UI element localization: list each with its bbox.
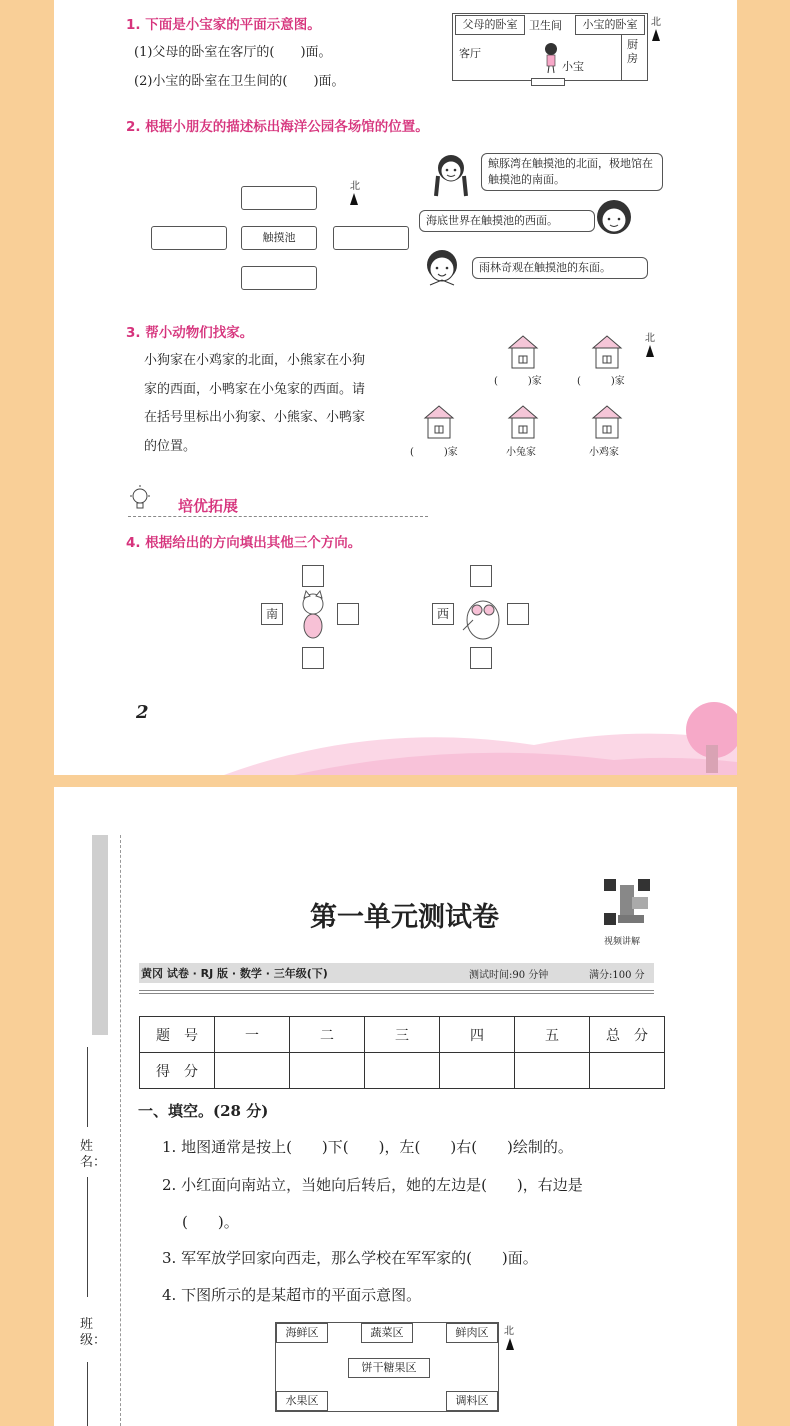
- house-label-rabbit: 小兔家: [506, 447, 536, 458]
- house-icon: [507, 334, 539, 374]
- qr-code-icon[interactable]: [602, 877, 652, 927]
- score-input[interactable]: [590, 1053, 665, 1089]
- north-arrow-icon: [652, 29, 660, 41]
- kitchen: 厨房: [627, 38, 638, 65]
- section-heading: 一、填空。(28 分): [138, 1102, 269, 1120]
- girl-avatar: [432, 150, 470, 200]
- score-table: [139, 1016, 665, 1089]
- north-label-market: 北: [504, 1326, 514, 1337]
- zone-seafood: 海鲜区: [276, 1323, 328, 1343]
- boy-avatar: [422, 247, 462, 291]
- house-label-blank[interactable]: ( )家: [410, 447, 458, 458]
- header-bar: [139, 963, 654, 983]
- page-number: 2: [136, 702, 149, 723]
- speech-bubble-2: 海底世界在触摸池的西面。: [419, 210, 595, 232]
- score-header-row: [140, 1017, 665, 1053]
- door: [531, 78, 565, 86]
- question-2: 2. 小红面向南站立，当她向后转后，她的左边是( )，右边是: [162, 1176, 583, 1194]
- speech-bubble-1: 鲸豚湾在触摸池的北面，极地馆在触摸池的南面。: [481, 153, 663, 191]
- answer-box-south[interactable]: [241, 266, 317, 290]
- direction-box-top-2[interactable]: [470, 565, 492, 587]
- zone-fruit: 水果区: [276, 1391, 328, 1411]
- score-cell: 总 分: [590, 1017, 665, 1053]
- north-arrow-icon: [350, 193, 358, 205]
- north-arrow-icon: [646, 345, 654, 357]
- name-line: [87, 1047, 88, 1127]
- name-line-lower: [87, 1177, 88, 1297]
- house-icon: [507, 404, 539, 444]
- q1-line2: (2)小宝的卧室在卫生间的( )面。: [134, 74, 345, 89]
- score-value-row: [140, 1053, 665, 1089]
- question-2-cont: ( )。: [182, 1213, 239, 1231]
- workbook-page-2: [54, 0, 737, 775]
- section-title: 培优拓展: [178, 497, 239, 515]
- person-label: 小宝: [562, 60, 584, 73]
- room-bath: 卫生间: [529, 19, 562, 32]
- score-input[interactable]: [215, 1053, 290, 1089]
- score-cell: 四: [440, 1017, 515, 1053]
- north-label-q1: 北: [651, 17, 661, 28]
- header-rule: [139, 990, 654, 994]
- north-label-q2: 北: [350, 181, 360, 192]
- owl-icon: [459, 590, 505, 640]
- score-input[interactable]: [515, 1053, 590, 1089]
- cut-line: [120, 835, 121, 1426]
- child-icon: [541, 42, 561, 74]
- qr-caption: 视频讲解: [604, 937, 641, 947]
- question-1: 1. 地图通常是按上( )下( )，左( )右( )绘制的。: [162, 1138, 573, 1156]
- room-parents: 父母的卧室: [455, 15, 525, 35]
- direction-box-right-1[interactable]: [337, 603, 359, 625]
- direction-given-1: 南: [261, 603, 283, 625]
- direction-box-top-1[interactable]: [302, 565, 324, 587]
- score-cell: 题 号: [140, 1017, 215, 1053]
- class-label: 班级：: [80, 1317, 107, 1348]
- question-4: 4. 下图所示的是某超市的平面示意图。: [162, 1286, 422, 1304]
- north-arrow-icon: [506, 1338, 514, 1350]
- page-title: 第一单元测试卷: [310, 902, 499, 933]
- cat-icon: [298, 590, 328, 640]
- north-label-q3: 北: [645, 333, 655, 344]
- binding-strip: [92, 835, 108, 1035]
- room-living: 客厅: [459, 47, 481, 60]
- direction-box-bottom-2[interactable]: [470, 647, 492, 669]
- answer-box-north[interactable]: [241, 186, 317, 210]
- girl-avatar-2: [594, 197, 634, 241]
- house-label-blank[interactable]: ( )家: [494, 376, 542, 387]
- answer-box-east[interactable]: [333, 226, 409, 250]
- q1-line1: (1)父母的卧室在客厅的( )面。: [134, 45, 332, 60]
- q4-title: 4. 根据给出的方向填出其他三个方向。: [126, 535, 362, 551]
- house-label-blank[interactable]: ( )家: [577, 376, 625, 387]
- q1-title: 1. 下面是小宝家的平面示意图。: [126, 17, 321, 33]
- question-3: 3. 军军放学回家向西走，那么学校在军军家的( )面。: [162, 1249, 538, 1267]
- direction-box-bottom-1[interactable]: [302, 647, 324, 669]
- header-time: 测试时间:90 分钟: [469, 970, 549, 981]
- section-divider: [128, 516, 428, 517]
- zone-vegetable: 蔬菜区: [361, 1323, 413, 1343]
- name-label: 姓名：: [80, 1139, 107, 1170]
- room-xiaobao: 小宝的卧室: [575, 15, 645, 35]
- speech-bubble-3: 雨林奇观在触摸池的东面。: [472, 257, 648, 279]
- header-score: 满分:100 分: [589, 970, 645, 981]
- score-input[interactable]: [365, 1053, 440, 1089]
- zone-seasoning: 调料区: [446, 1391, 498, 1411]
- test-paper-page: [54, 787, 737, 1426]
- header-series: 黄冈 试卷 · RJ 版 · 数学 · 三年级(下): [141, 967, 328, 980]
- zone-meat: 鲜肉区: [446, 1323, 498, 1343]
- class-line: [87, 1362, 88, 1426]
- score-cell: 一: [215, 1017, 290, 1053]
- supermarket-plan: [275, 1322, 499, 1412]
- score-input[interactable]: [290, 1053, 365, 1089]
- zone-snack: 饼干糖果区: [348, 1358, 430, 1378]
- answer-box-west[interactable]: [151, 226, 227, 250]
- house-icon: [591, 334, 623, 374]
- q3-description: 小狗家在小鸡家的北面，小熊家在小狗 家的西面，小鸭家在小兔家的西面。请 在括号里标出小狗家、小熊家、小鸭家 的位置。: [144, 353, 366, 454]
- q3-title: 3. 帮小动物们找家。: [126, 325, 254, 341]
- score-cell: 五: [515, 1017, 590, 1053]
- direction-box-right-2[interactable]: [507, 603, 529, 625]
- floor-plan: [452, 13, 648, 81]
- house-label-chicken: 小鸡家: [589, 447, 619, 458]
- lightbulb-icon: [128, 484, 152, 514]
- score-cell: 得 分: [140, 1053, 215, 1089]
- q2-title: 2. 根据小朋友的描述标出海洋公园各场馆的位置。: [126, 119, 429, 135]
- house-icon: [591, 404, 623, 444]
- score-input[interactable]: [440, 1053, 515, 1089]
- direction-given-2: 西: [432, 603, 454, 625]
- touch-pool: 触摸池: [241, 226, 317, 250]
- score-cell: 三: [365, 1017, 440, 1053]
- house-icon: [423, 404, 455, 444]
- score-cell: 二: [290, 1017, 365, 1053]
- hills-decoration: [54, 700, 737, 775]
